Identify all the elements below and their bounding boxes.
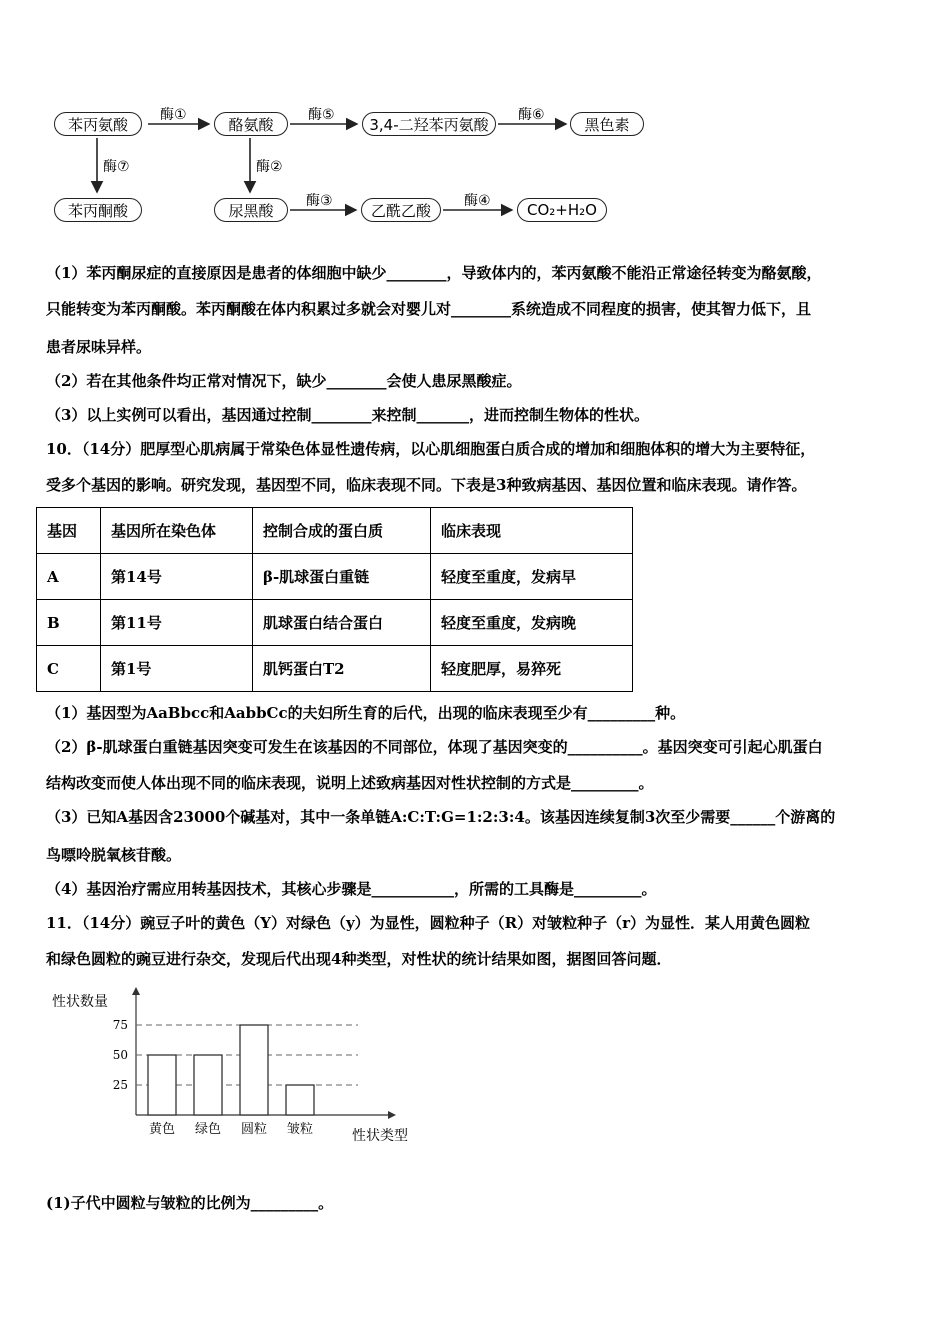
node-phenylalanine: 苯丙氨酸 xyxy=(54,112,142,136)
chart-category-label: 圆粒 xyxy=(240,1122,268,1137)
table-cell: β-肌球蛋白重链 xyxy=(253,554,431,600)
enzyme-5-label: 酶⑤ xyxy=(308,107,335,123)
enzyme-2-label: 酶② xyxy=(256,159,283,175)
chart-category-label: 黄色 xyxy=(148,1122,176,1137)
chart-ylabel: 性状数量 xyxy=(52,994,108,1010)
chart-plot-area xyxy=(40,985,440,1155)
q10-part2-line2: 结构改变而使人体出现不同的临床表现，说明上述致病基因对性状控制的方式是_________。 xyxy=(46,774,654,792)
node-melanin: 黑色素 xyxy=(570,112,644,136)
node-homogentisate: 尿黑酸 xyxy=(214,198,288,222)
chart-y-tick-label: 75 xyxy=(112,1018,128,1032)
q11-intro-line2: 和绿色圆粒的豌豆进行杂交，发现后代出现4种类型，对性状的统计结果如图，据图回答问题． xyxy=(46,950,672,968)
q11-part1: (1)子代中圆粒与皱粒的比例为_________。 xyxy=(46,1194,334,1212)
chart-bar xyxy=(194,1055,222,1115)
table-header-cell: 临床表现 xyxy=(431,508,633,554)
chart-bar xyxy=(148,1055,176,1115)
table-row xyxy=(37,600,633,646)
chart-x-axis-arrow xyxy=(388,1111,396,1119)
chart-bar xyxy=(240,1025,268,1115)
node-dopa: 3,4-二羟苯丙氨酸 xyxy=(362,112,496,136)
enzyme-7-label: 酶⑦ xyxy=(103,159,130,175)
enzyme-1-label: 酶① xyxy=(160,107,187,123)
q10-part3-line2: 鸟嘌呤脱氧核苷酸。 xyxy=(46,846,182,864)
table-cell: 肌钙蛋白T2 xyxy=(253,646,431,692)
table-cell: B xyxy=(37,600,101,646)
chart-y-axis-arrow xyxy=(132,987,140,995)
chart-category-label: 皱粒 xyxy=(286,1122,314,1137)
enzyme-6-label: 酶⑥ xyxy=(518,107,545,123)
table-cell: 第14号 xyxy=(101,554,253,600)
q10-intro-line2: 受多个基因的影响。研究发现，基因型不同，临床表现不同。下表是3种致病基因、基因位置和临床表现。请作答。 xyxy=(46,476,807,494)
table-header-cell: 基因 xyxy=(37,508,101,554)
chart-xlabel: 性状类型 xyxy=(352,1128,408,1144)
trait-bar-chart xyxy=(40,985,440,1155)
q9-part1-line1: （1）苯丙酮尿症的直接原因是患者的体细胞中缺少________，导致体内的，苯丙氨酸不能沿正常途径转变为酪氨酸， xyxy=(46,264,822,282)
q10-part1: （1）基因型为AaBbcc和AabbCc的夫妇所生育的后代，出现的临床表现至少有_________种。 xyxy=(46,704,686,722)
q10-part2-line1: （2）β-肌球蛋白重链基因突变可发生在该基因的不同部位，体现了基因突变的__________。基因突变可引起心肌蛋白 xyxy=(46,738,823,756)
q9-part1-line2: 只能转变为苯丙酮酸。苯丙酮酸在体内积累过多就会对婴儿对________系统造成不同程度的损害，使其智力低下，且 xyxy=(46,300,812,318)
table-cell: 轻度肥厚，易猝死 xyxy=(431,646,633,692)
q9-part3: （3）以上实例可以看出，基因通过控制________来控制_______，进而控制生物体的性状。 xyxy=(46,406,649,424)
table-cell: 轻度至重度，发病晚 xyxy=(431,600,633,646)
chart-category-label: 绿色 xyxy=(194,1122,222,1137)
table-header-cell: 控制合成的蛋白质 xyxy=(253,508,431,554)
table-cell: 第1号 xyxy=(101,646,253,692)
gene-table xyxy=(36,507,633,692)
table-row xyxy=(37,554,633,600)
q9-part2: （2）若在其他条件均正常对情况下，缺少________会使人患尿黑酸症。 xyxy=(46,372,522,390)
chart-y-tick-label: 25 xyxy=(112,1078,128,1092)
q10-part3-line1: （3）已知A基因含23000个碱基对，其中一条单链A:C:T:G=1:2:3:4。该基因连续复制3次至少需要______个游离的 xyxy=(46,808,836,826)
q9-part1-line3: 患者尿味异样。 xyxy=(46,338,152,356)
node-tyrosine: 酪氨酸 xyxy=(214,112,288,136)
q11-intro-line1: 11．（14分）豌豆子叶的黄色（Y）对绿色（y）为显性，圆粒种子（R）对皱粒种子（r）为显性．某人用黄色圆粒 xyxy=(46,914,811,932)
table-row xyxy=(37,646,633,692)
table-cell: 轻度至重度，发病早 xyxy=(431,554,633,600)
q10-intro-line1: 10．（14分）肥厚型心肌病属于常染色体显性遗传病，以心肌细胞蛋白质合成的增加和细胞体积的增大为主要特征， xyxy=(46,440,816,458)
table-header-row xyxy=(37,508,633,554)
table-header-cell: 基因所在染色体 xyxy=(101,508,253,554)
node-co2-h2o: CO₂+H₂O xyxy=(517,198,607,222)
node-acetoacetate: 乙酰乙酸 xyxy=(361,198,441,222)
enzyme-4-label: 酶④ xyxy=(464,193,491,209)
q10-part4: （4）基因治疗需应用转基因技术，其核心步骤是___________，所需的工具酶是_________。 xyxy=(46,880,657,898)
table-cell: C xyxy=(37,646,101,692)
chart-y-tick-label: 50 xyxy=(112,1048,128,1062)
table-cell: 肌球蛋白结合蛋白 xyxy=(253,600,431,646)
node-phenylpyruvate: 苯丙酮酸 xyxy=(54,198,142,222)
enzyme-3-label: 酶③ xyxy=(306,193,333,209)
table-cell: 第11号 xyxy=(101,600,253,646)
chart-bar xyxy=(286,1085,314,1115)
table-cell: A xyxy=(37,554,101,600)
